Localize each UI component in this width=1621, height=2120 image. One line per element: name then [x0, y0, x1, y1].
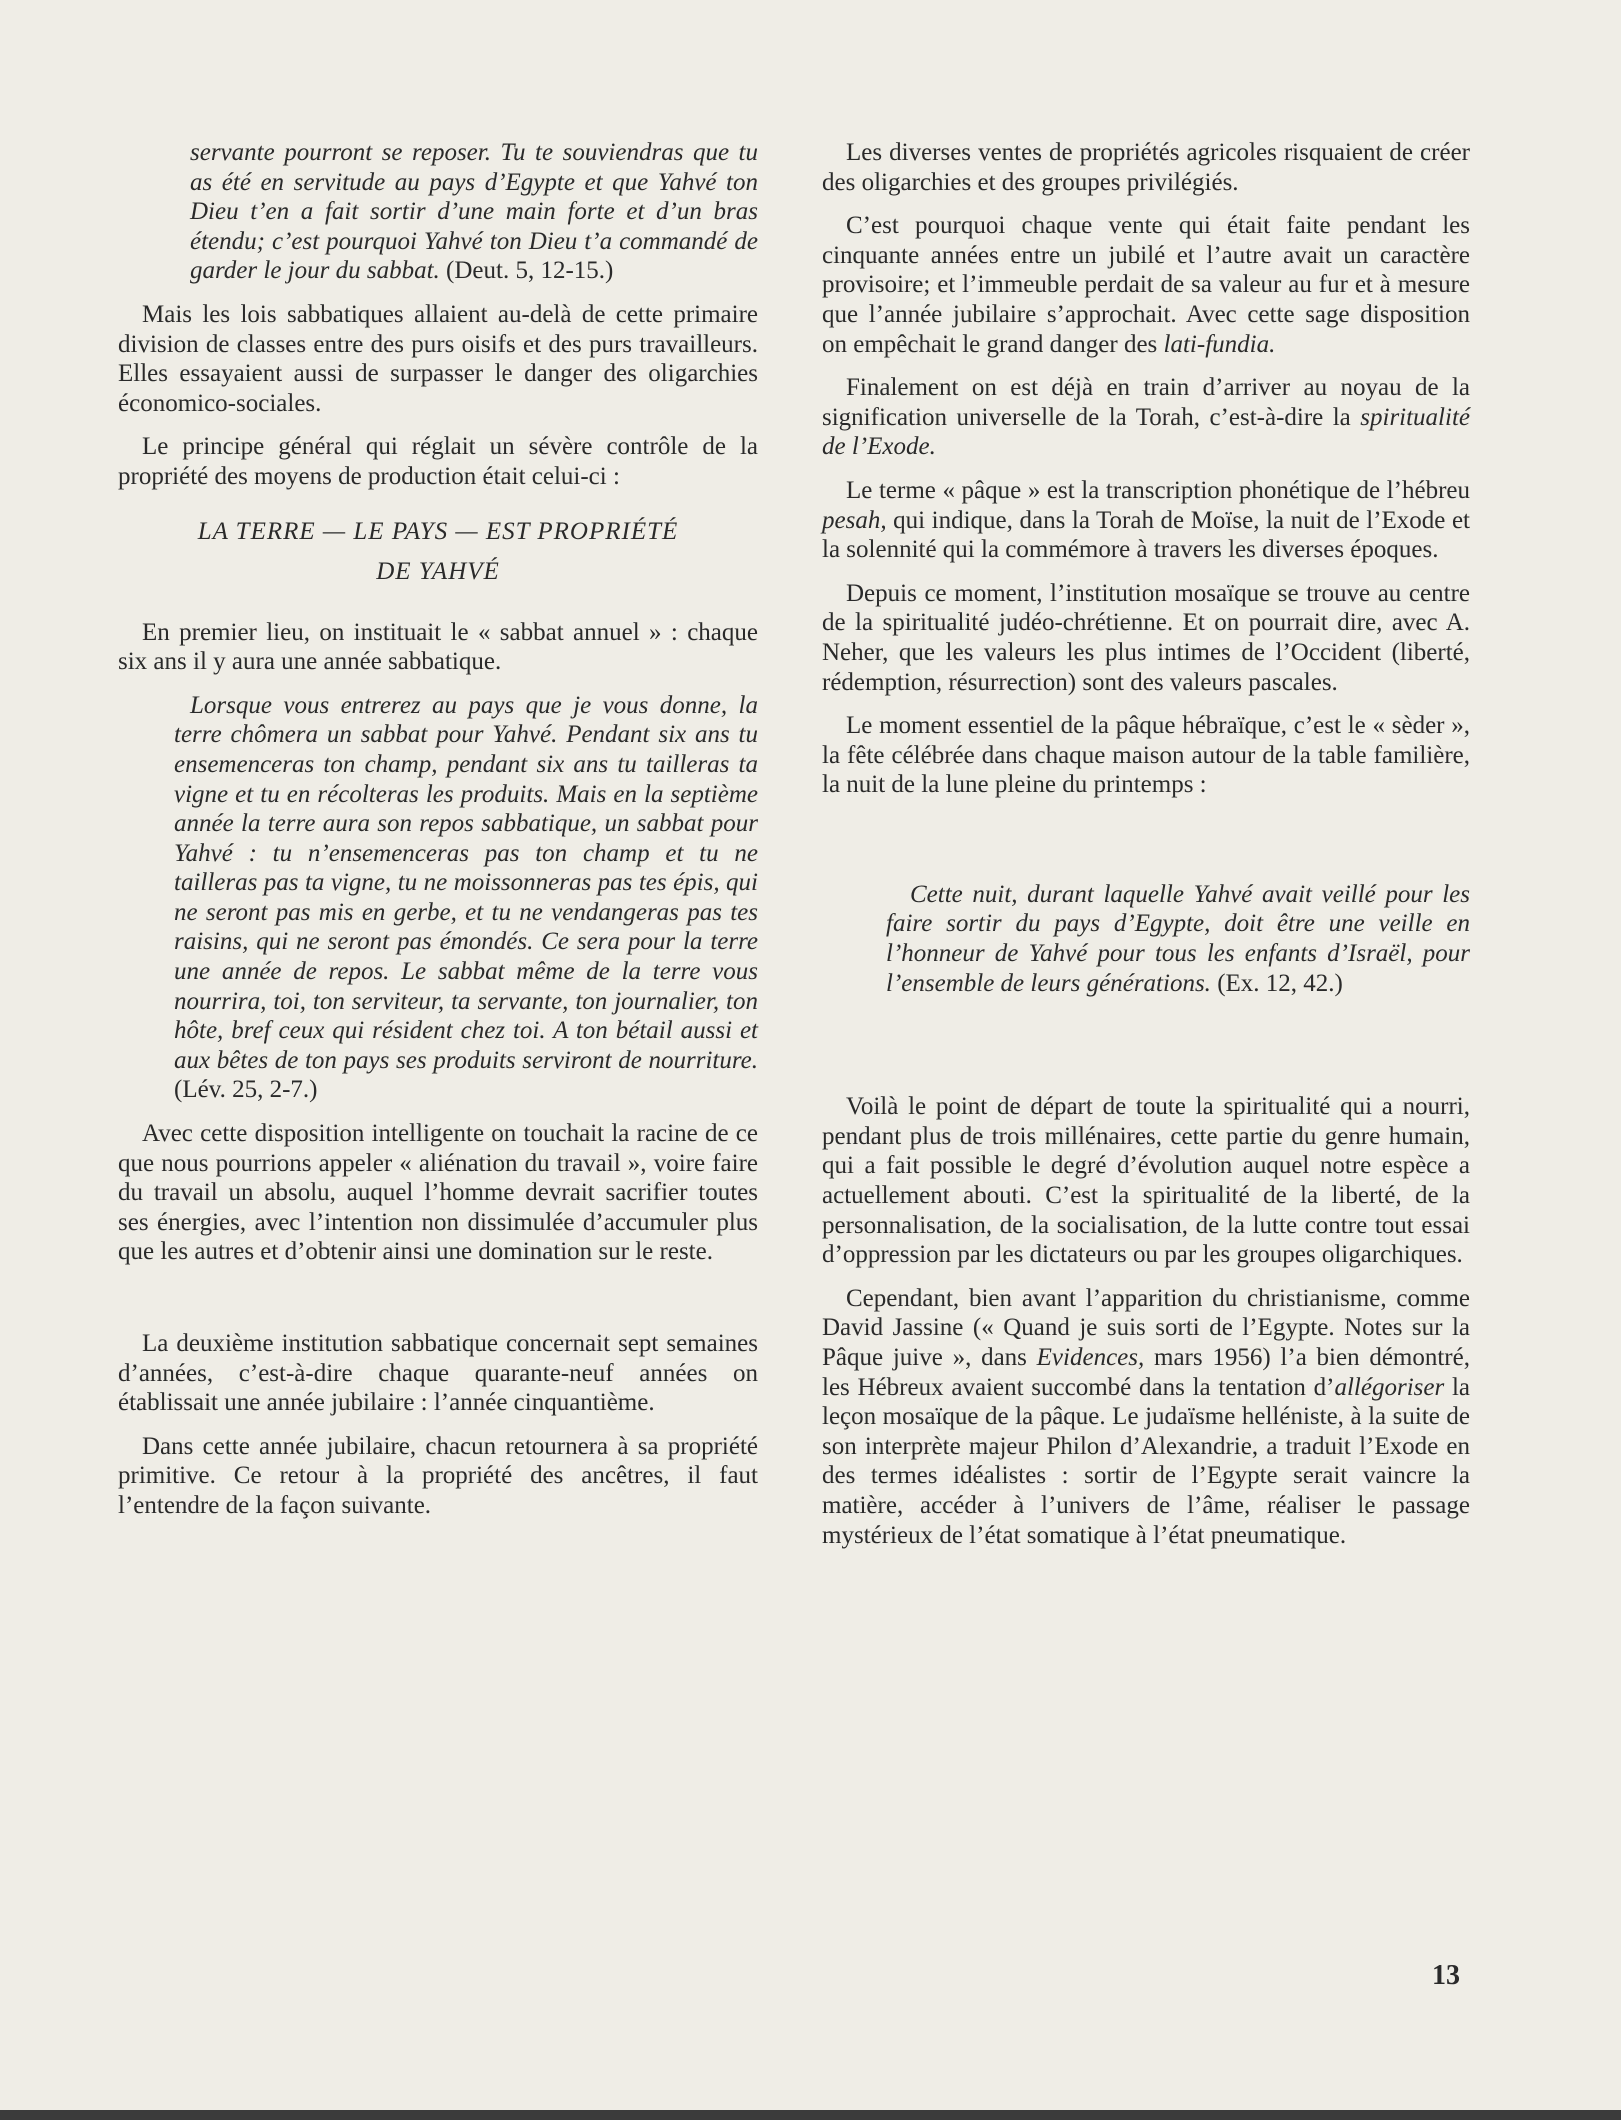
- emphasis: allégoriser: [1334, 1373, 1445, 1401]
- heading-line: DE YAHVÉ: [376, 557, 500, 585]
- paragraph: La deuxième institution sabbatique concernait sept semaines d’années, c’est-à-dire chaque quarante-neuf années on établissait une année jubilaire : l’année cinquantième.: [118, 1330, 758, 1417]
- paragraph: Voilà le point de départ de toute la spiritualité qui a nourri, pendant plus de trois millénaires, cette partie du genre humain, qui a fait possible le degré d’évolution auquel notre espèce a actuellement abouti. C’est la spiritualité de la liberté, de la personnalisation, de la socialisation, de la lutte contre tout essai d’oppression par les dictateurs ou par les groupes oligarchiques.: [822, 1093, 1470, 1269]
- paragraph: [822, 1284, 1470, 1550]
- quote-reference: (Lév. 25, 2-7.): [174, 1076, 318, 1104]
- paragraph: Mais les lois sabbatiques allaient au-delà de cette primaire division de classes entre des purs oisifs et des purs travailleurs. Elles essayaient aussi de surpasser le danger des oligarchies économico-sociales.: [118, 300, 758, 417]
- paragraph: Avec cette disposition intelligente on touchait la racine de ce que nous pourrions appeler « aliénation du travail », voire faire du travail un absolu, auquel l’homme devrait sacrifier toutes ses énergies, avec l’intention non dissimulée d’accumuler plus que les autres et d’obtenir ainsi une domination sur le reste.: [118, 1120, 758, 1266]
- heading-line: LA TERRE — LE PAYS — EST PROPRIÉTÉ: [197, 517, 679, 545]
- paragraph: Les diverses ventes de propriétés agricoles risquaient de créer des oligarchies et des groupes privilégiés.: [822, 139, 1470, 196]
- quote-text: servante pourront se reposer. Tu te souviendras que tu as été en servitude au pays d’Egypte et que Yahvé ton Dieu t’en a fait sortir d’une main forte et d’un bras étendu; c’est pourquoi Yahvé ton Dieu t’a commandé de garder le jour du sabbat.: [190, 139, 758, 285]
- emphasis: pesah,: [822, 506, 887, 534]
- paragraph: En premier lieu, on instituait le « sabbat annuel » : chaque six ans il y aura une année sabbatique.: [118, 618, 758, 676]
- paragraph-text: qui indique, dans la Torah de Moïse, la nuit de l’Exode et la solennité qui la commémore à travers les diverses époques.: [822, 506, 1471, 564]
- paragraph: [822, 373, 1470, 462]
- paragraph: Dans cette année jubilaire, chacun retournera à sa propriété primitive. Ce retour à la propriété des ancêtres, il faut l’entendre de la façon suivante.: [118, 1432, 758, 1519]
- scripture-quote-continued: [190, 138, 758, 286]
- emphasis: spiritualité de l’Exode.: [822, 403, 1470, 461]
- paragraph: [822, 211, 1470, 359]
- paragraph: Depuis ce moment, l’institution mosaïque se trouve au centre de la spiritualité judéo-chrétienne. Et on pourrait dire, avec A. Neher, que les valeurs les plus intimes de l’Occident (liberté, rédemption, résurrection) sont des valeurs pascales.: [822, 579, 1470, 696]
- emphasis: lati-fundia.: [1163, 330, 1276, 358]
- scripture-quote: [174, 691, 758, 1105]
- paragraph-text: la leçon mosaïque de la pâque. Le judaïsme helléniste, à la suite de son interprète majeur Philon d’Alexandrie, a traduit l’Exode en des termes idéalistes : sortir de l’Egypte serait vaincre la matière, accéder à l’univers de l’âme, réaliser le passage mystérieux de l’état somatique à l’état pneumatique.: [822, 1373, 1471, 1549]
- paragraph-text: Cependant, bien avant l’apparition du christianisme, comme David Jassine (« Quand je suis sorti de l’Egypte. Notes sur la Pâque juive », dans: [822, 1284, 1470, 1371]
- right-column: [822, 138, 1470, 1564]
- paragraph-text: Le terme « pâque » est la transcription phonétique de l’hébreu: [846, 476, 1470, 504]
- emphasis: Evidences,: [1036, 1344, 1145, 1371]
- paragraph: Le principe général qui réglait un sévère contrôle de la propriété des moyens de production était celui-ci :: [118, 433, 758, 490]
- section-heading: [118, 512, 758, 592]
- scan-edge: [0, 2110, 1621, 2120]
- quote-reference: (Ex. 12, 42.): [1217, 969, 1343, 997]
- quote-text: Cette nuit, durant laquelle Yahvé avait veillé pour les faire sortir du pays d’Egypte, doit être une veille en l’honneur de Yahvé pour tous les enfants d’Israël, pour l’ensemble de leurs générations.: [886, 880, 1470, 997]
- left-column: [118, 138, 758, 1535]
- paragraph-text: C’est pourquoi chaque vente qui était faite pendant les cinquante années entre un jubilé et l’autre avait un caractère provisoire; et l’immeuble perdait de sa valeur au fur et à mesure que l’année jubilaire s’approchait. Avec cette sage disposition on empêchait le grand danger des: [822, 212, 1470, 358]
- quote-text: Lorsque vous entrerez au pays que je vous donne, la terre chômera un sabbat pour Yahvé. Pendant six ans tu ensemenceras ton champ, pendant six ans tu tailleras ta vigne et tu en récolteras les produits. Mais en la septième année la terre aura son repos sabbatique, un sabbat pour Yahvé : tu n’ensemenceras pas ton champ et tu ne tailleras pas ta vigne, tu ne moissonneras pas tes épis, qui ne seront pas mis en gerbe, et tu ne vendangeras pas tes raisins, qui ne seront pas émondés. Ce sera pour la terre une année de repos. Le sabbat même de la terre vous nourrira, toi, ton serviteur, ta servante, ton journalier, ton hôte, bref ceux qui résident chez toi. A ton bétail aussi et aux bêtes de ton pays ses produits serviront de nourriture.: [174, 691, 758, 1074]
- paragraph: [822, 476, 1470, 565]
- page-number: 13: [1432, 1960, 1460, 1991]
- paragraph-text: Finalement on est déjà en train d’arriver au noyau de la signification universelle de la Torah, c’est-à-dire la: [822, 374, 1470, 431]
- quote-reference: (Deut. 5, 12-15.): [446, 257, 614, 285]
- paragraph-text: mars 1956) l’a bien démontré, les Hébreux avaient succombé dans la tentation d’: [822, 1344, 1470, 1401]
- paragraph: Le moment essentiel de la pâque hébraïque, c’est le « sèder », la fête célébrée dans chaque maison autour de la table familière, la nuit de la lune pleine du printemps :: [822, 712, 1470, 799]
- scripture-quote: [886, 880, 1470, 998]
